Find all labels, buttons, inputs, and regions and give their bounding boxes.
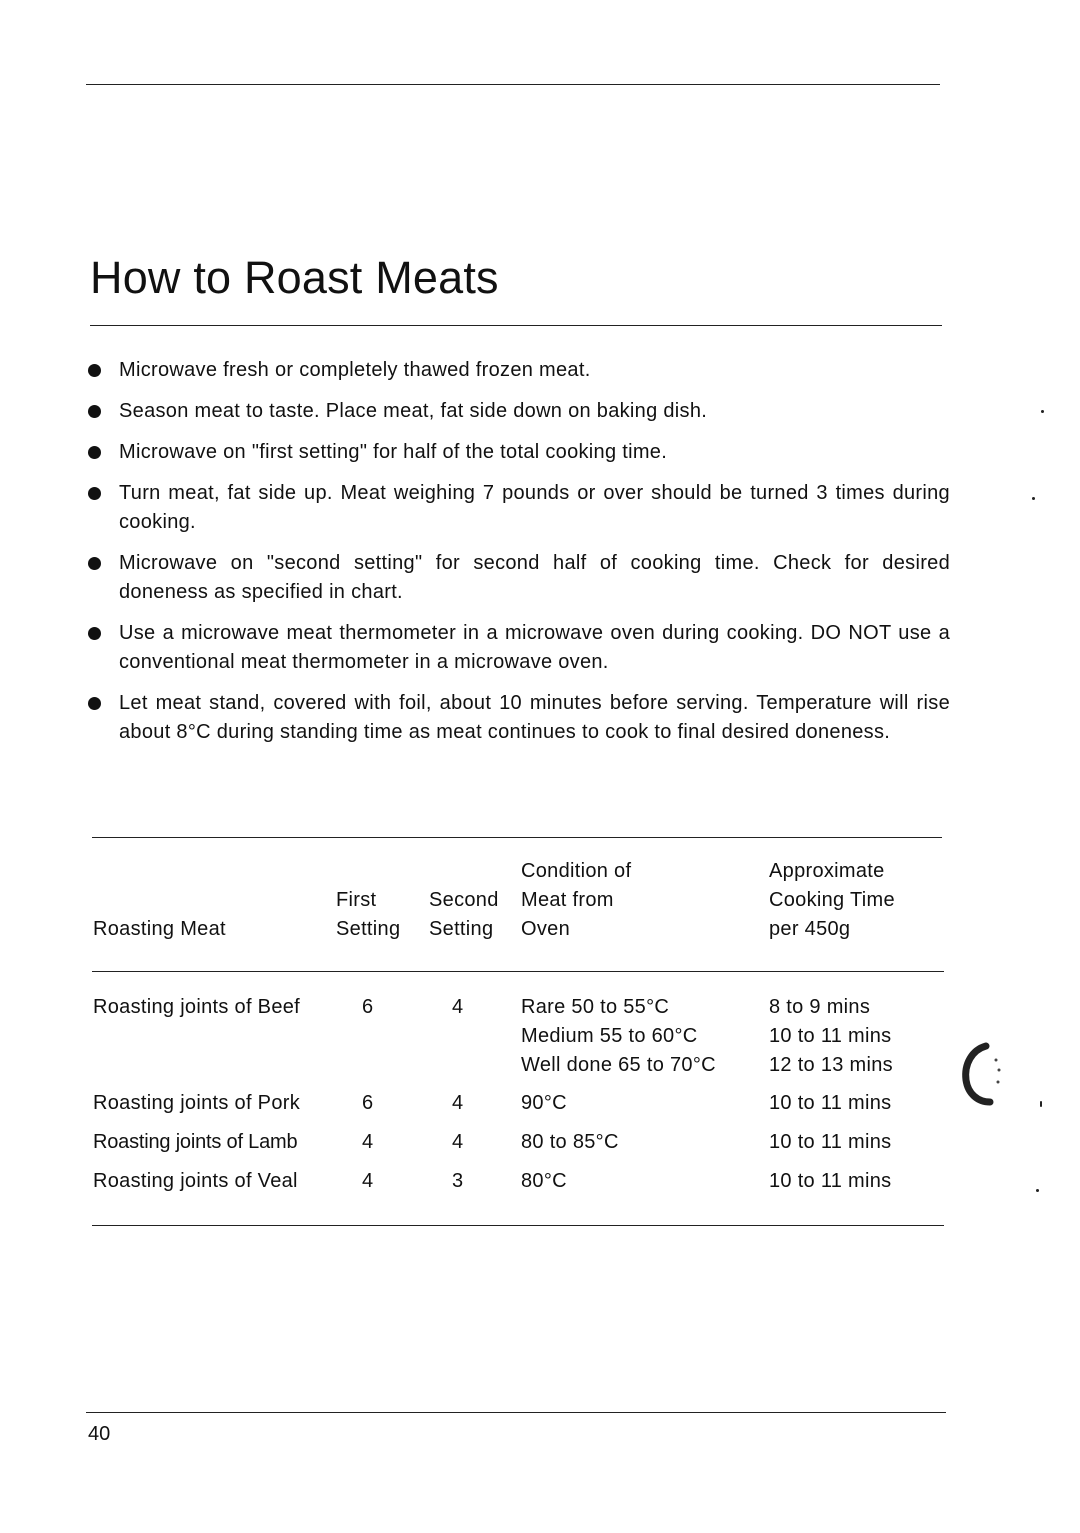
scan-speck [1040,1101,1042,1107]
row-second-setting: 3 [452,1170,464,1192]
bullet-icon [88,446,101,459]
instruction-text: Turn meat, fat side up. Meat weighing 7 pounds or over should be turned 3 times during cooking. [119,482,950,533]
bullet-icon [88,487,101,500]
row-first-setting: 6 [362,1092,374,1114]
instruction-item [88,479,950,537]
row-meat: Roasting joints of Pork [93,1092,300,1114]
instruction-list [88,356,950,759]
header-first-setting: First Setting [336,889,401,940]
row-time: 10 to 11 mins [769,1170,892,1192]
row-time: 10 to 11 mins [769,1092,892,1114]
scan-speck [1041,410,1044,413]
header-condition: Condition of Meat from Oven [521,860,632,940]
page-title: How to Roast Meats [90,252,499,303]
instruction-item [88,438,950,467]
row-condition: 90°C [521,1092,567,1114]
row-first-setting: 4 [362,1131,374,1153]
row-meat: Roasting joints of Veal [93,1170,298,1192]
instruction-text: Microwave on "first setting" for half of the total cooking time. [119,441,668,463]
row-meat: Roasting joints of Lamb [93,1131,298,1153]
row-time: 10 to 11 mins [769,1131,892,1153]
instruction-text: Use a microwave meat thermometer in a microwave oven during cooking. DO NOT use a conventional meat thermometer in a microwave oven. [119,622,950,673]
row-first-setting: 6 [362,996,374,1018]
table-top-rule [92,837,942,838]
scan-speck [1036,1189,1039,1192]
row-second-setting: 4 [452,1092,464,1114]
table-header-rule [92,971,944,972]
title-rule [90,325,942,326]
instruction-item [88,549,950,607]
header-roasting-meat: Roasting Meat [93,918,226,940]
instruction-item [88,619,950,677]
binding-ring-icon [958,1040,1008,1110]
page-number: 40 [88,1423,111,1445]
top-rule [86,84,940,85]
instruction-text: Let meat stand, covered with foil, about 10 minutes before serving. Temperature will rise about 8°C during standing time as meat continues to cook to final desired doneness. [119,692,950,743]
row-condition: 80 to 85°C [521,1131,619,1153]
instruction-item [88,356,950,385]
instruction-text: Season meat to taste. Place meat, fat side down on baking dish. [119,400,708,422]
bullet-icon [88,405,101,418]
footer-rule [86,1412,946,1413]
table-bottom-rule [92,1225,944,1226]
bullet-icon [88,627,101,640]
row-times: 8 to 9 mins 10 to 11 mins 12 to 13 mins [769,996,893,1076]
instruction-text: Microwave on "second setting" for second half of cooking time. Check for desired doneness as specified in chart. [119,552,950,603]
instruction-text: Microwave fresh or completely thawed frozen meat. [119,359,591,381]
instruction-item [88,397,950,426]
header-second-setting: Second Setting [429,889,499,940]
row-second-setting: 4 [452,1131,464,1153]
row-first-setting: 4 [362,1170,374,1192]
row-second-setting: 4 [452,996,464,1018]
row-condition: 80°C [521,1170,567,1192]
bullet-icon [88,557,101,570]
scan-speck [1032,497,1035,500]
row-meat: Roasting joints of Beef [93,996,301,1018]
row-conditions: Rare 50 to 55°C Medium 55 to 60°C Well done 65 to 70°C [521,996,716,1076]
instruction-item [88,689,950,747]
bullet-icon [88,697,101,710]
bullet-icon [88,364,101,377]
header-cooking-time: Approximate Cooking Time per 450g [769,860,895,940]
